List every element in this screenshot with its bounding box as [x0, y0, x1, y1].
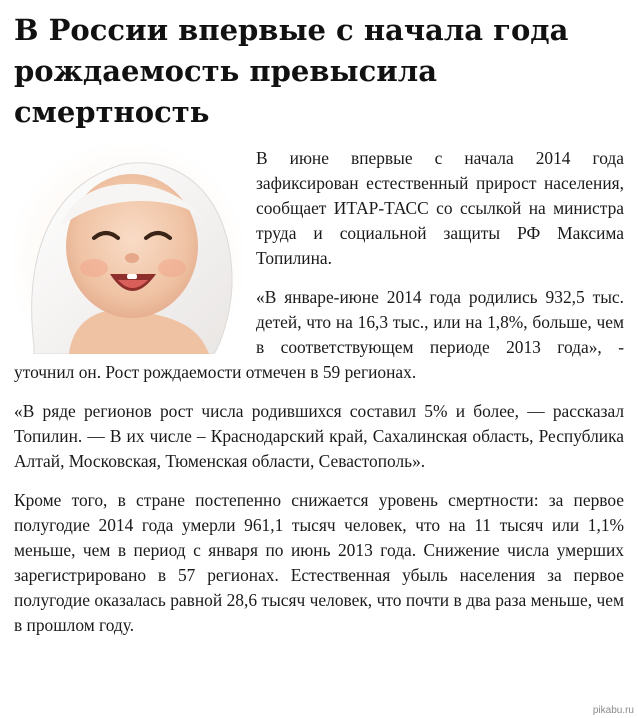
baby-photo	[14, 146, 242, 354]
article-paragraph: В июне впервые с начала 2014 года зафиксирован естественный прирост населения, сообщает ИТАР-ТАСС со ссылкой на министра труда и социальной защиты РФ Максима Топилина.	[256, 148, 624, 268]
baby-illustration	[14, 146, 242, 354]
article-paragraph: «В ряде регионов рост числа родившихся составил 5% и более, — рассказал Топилин. — В их числе – Краснодарский край, Сахалинская область, Республика Алтай, Московская, Тюменская области, Севастополь».	[14, 401, 624, 471]
article-paragraph: Кроме того, в стране постепенно снижается уровень смертности: за первое полугодие 2014 года умерли 961,1 тысяч человек, что на 11 тысяч или 1,1% меньше, чем в период с января по июнь 2013 года. Снижение числа умерших зарегистрировано в 57 регионах. Естественная убыль населения за первое полугодие оказалась равной 28,6 тысяч человек, что почти в два раза меньше, чем в прошлом году.	[14, 490, 624, 635]
article-paragraph: «В январе-июне 2014 года родились 932,5 тыс. детей, что на 16,3 тыс., или на 1,8%, больше, чем в соответствующем периоде 2013 года», - уточнил он. Рост рождаемости отмечен в 59 регионах.	[14, 287, 624, 382]
article-title: В России впервые с начала года рождаемость превысила смертность	[14, 13, 569, 129]
source-watermark: pikabu.ru	[592, 705, 634, 716]
